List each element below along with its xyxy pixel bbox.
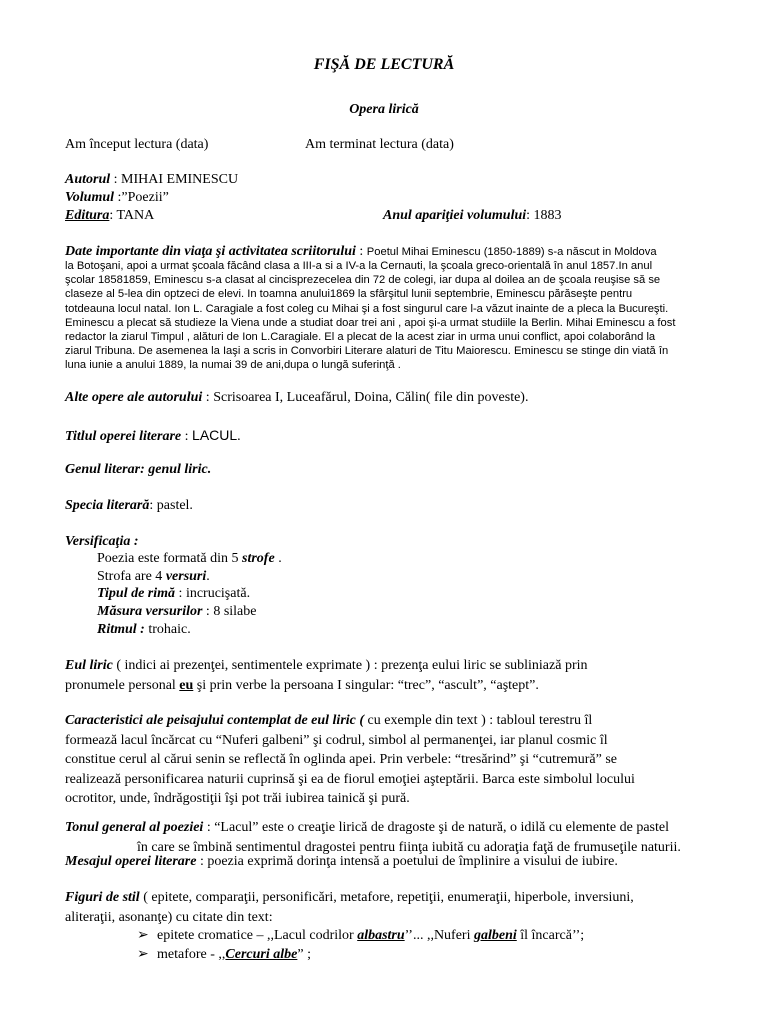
pronoun-emphasis: eu [179,677,194,693]
volume-value: :”Poezii” [114,190,169,205]
rhythm-label: Ritmul : [97,622,145,637]
reading-end-date: Am terminat lectura (data) [305,137,454,152]
publisher-line [65,207,154,225]
author-label: Autorul [65,172,111,187]
biography-line: ziarul Tribuna. De asemenea la Iaşi a scris in Convorbiri Literare alaturi de Titu Maiorescu. Eminescu se stinge din viată în [65,345,669,358]
meter-line: Măsura versurilor : 8 silabe [97,604,257,619]
author-line [65,171,238,189]
rhythm-line [97,621,191,639]
species-label: Specia literară [65,498,150,513]
message-line: Mesajul operei literare : poezia exprimă dorinţa intensă a poetului de împlinire a visului de iubire. [65,854,618,869]
year-value: 1883 [533,208,562,223]
page-title: FIŞĂ DE LECTURĂ [313,56,455,73]
arrow-bullet-icon: ➢ [137,928,149,943]
lyric-self-section: Eul liric ( indici ai prezenţei, sentimentele exprimate ) : prezenţa eului liric se subliniază prin pronumele personal eu şi prin verbe la persoana I singular: “trec”, “ascult”, “aştept”. [65,658,588,693]
figure-bullet-metaphors: ➢ metafore - ,,Cercuri albe” ; [137,947,311,962]
volume-line [65,189,169,207]
biography-line: luna iunie a anului 1889, la numai 39 de ani,dupa o lungă suferinţă . [65,359,401,372]
figures-section: Figuri de stil ( epitete, comparaţii, personificări, metafore, repetiţii, enumeraţii, hiperbole, inversiuni, aliteraţii, asonanţe) cu citate din text: [65,890,634,925]
biography-body [65,259,755,373]
other-works-line: Alte opere ale autorului : Scrisoarea I, Luceafărul, Doina, Călin( file din poveste). [65,390,529,405]
arrow-bullet-icon: ➢ [137,947,149,962]
biography-line: redactor la ziarul Timpul , alături de Ion L.Caragiale. El a plecat de la acest ziar in urma unui conflict, apoi colaborând la [65,331,656,344]
genre-line: Genul literar: genul liric. [65,462,212,477]
year-label: Anul apariţiei volumului [383,208,527,223]
lyric-self-label: Eul liric [65,658,113,673]
publisher-value: TANA [116,208,155,223]
biography-first-line: Date importante din viaţa şi activitatea scriitorului : Poetul Mihai Eminescu (1850-1889) s-a născut in Moldova [65,244,657,259]
biography-line: şcolar 18581859, Eminescu s-a clasat al cincisprezecelea din 72 de colegi, iar dupa al doilea an de şcoala reuşise să se [65,274,661,287]
biography-line: claseze al 5-lea din optzeci de elevi. In toamna anului1869 la sfârşitul lunii septembrie, Eminescu părăseşte pentru [65,288,633,301]
figures-label: Figuri de stil [65,890,140,905]
tone-label: Tonul general al poeziei [65,820,204,835]
meter-label: Măsura versurilor [97,604,203,619]
biography-section [65,243,755,375]
author-value: MIHAI EMINESCU [121,172,239,187]
volume-label: Volumul [65,190,115,205]
work-title-value: LACUL [192,427,238,443]
biography-text: Poetul Mihai Eminescu (1850-1889) s-a născut in Moldova [366,246,657,258]
biography-line: totdeauna locul natal. Ion L. Caragiale a fost coleg cu Mihai şi a fost singurul care l-a văzut inainte de a pleca la Bucureşti. [65,302,669,315]
biography-line: la Botoşani, apoi a urmat şcoala făcând clasa a III-a si a IV-a la Cernauti, la şcoala greco-orientală în anul 1857.In anul [65,260,653,272]
message-label: Mesajul operei literare [65,854,197,869]
year-sep: : [526,208,534,223]
rhyme-line: Tipul de rimă : incrucişată. [97,586,251,601]
strophes-line: Poezia este formată din 5 strofe . [97,551,282,566]
work-title-line: Titlul operei literare : LACUL. [65,427,241,444]
verses-line: Strofa are 4 versuri. [97,569,210,584]
landscape-section: Caracteristici ale peisajului contemplat de eul liric ( cu exemple din text ) : tabloul terestru îl formează lacul încărcat cu “Nuferi galbeni” şi codrul, simbol al permanenţei, iar planul cosmic îl constitue cerul al cărui senin se reflectă în oglinda apei. Prin verbele: “tresărind” şi “cutremură” se realizează personificarea naturii cuprinsă şi ea de fiorul emoţiei aşteptării. Barca este simbolul locului ocrotitor, unde, îndrăgostiţii îşi pot trăi iubirea tainică şi pură. [65,713,635,806]
page-subtitle: Opera lirică [349,102,419,117]
publisher-label: Editura [65,208,110,223]
figure-bullet-epithets: ➢ epitete cromatice – ,,Lacul codrilor albastru’’... ,,Nuferi galbeni îl încarcă’’; [137,928,585,943]
rhythm-value: trohaic. [148,622,191,637]
species-value: pastel. [156,498,193,513]
year-line [383,207,562,225]
verses-emphasis: versuri [165,569,207,584]
rhyme-label: Tipul de rimă [97,586,176,601]
biography-line: Eminescu a plecat să studieze la Viena unde a studiat doar trei ani , apoi şi-a urmat studiile la Berlin. Mihai Eminescu a fost [65,316,676,329]
publisher-sep: : [109,208,117,223]
author-sep: : [110,172,122,187]
species-line: Specia literară: pastel. [65,498,193,513]
work-title-label: Titlul operei literare [65,429,182,444]
landscape-label: Caracteristici ale peisajului contemplat de eul liric ( [65,713,365,728]
tone-section: Tonul general al poeziei : “Lacul” este o creaţie lirică de dragoste şi de natură, o idilă cu elemente de pastel în care se îmbină sentimentul dragostei pentru fiinţa iubită cu adoraţia faţă de frumuseţile naturii. [65,820,681,855]
reading-start-date: Am început lectura (data) [65,137,209,152]
biography-label: Date importante din viaţa şi activitatea scriitorului [65,244,356,259]
meter-value: 8 silabe [213,604,257,619]
rhyme-value: incrucişată. [185,586,251,601]
other-works-label: Alte opere ale autorului [65,390,203,405]
strophes-emphasis: strofe [242,551,275,566]
versification-label: Versificaţia : [65,534,139,549]
other-works-value: Scrisoarea I, Luceafărul, Doina, Călin( file din poveste). [213,390,529,405]
